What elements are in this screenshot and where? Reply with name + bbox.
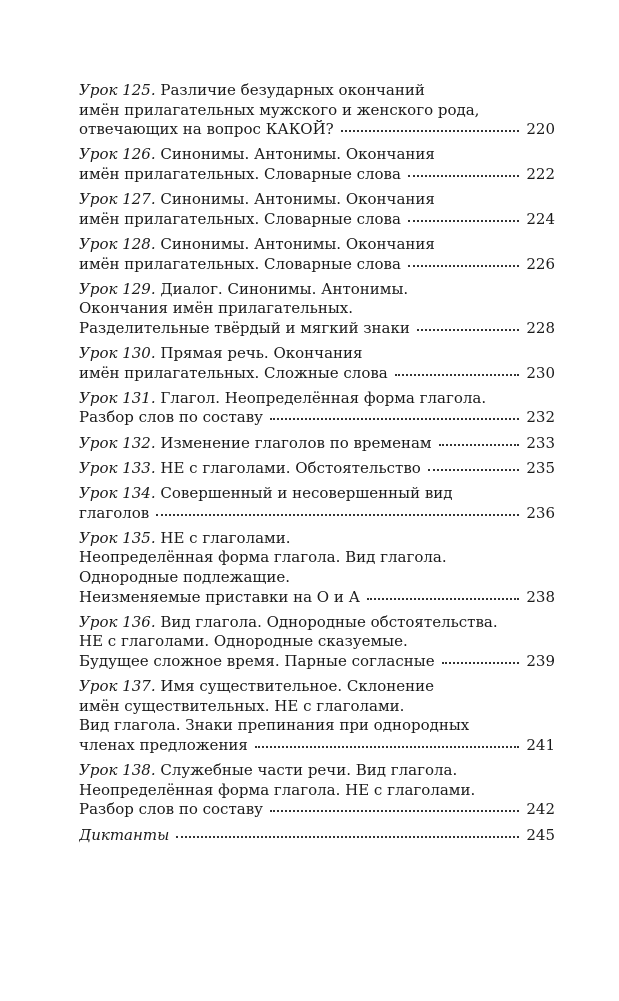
page-number: 224 xyxy=(526,209,555,228)
page-number: 228 xyxy=(526,318,555,337)
toc-entry-line xyxy=(79,568,555,588)
toc-entry-line xyxy=(79,280,555,300)
toc-entry-line xyxy=(79,81,555,101)
toc-entry[interactable] xyxy=(79,529,555,607)
dot-leader xyxy=(428,469,520,471)
lesson-title: Прямая речь. Окончания xyxy=(155,344,363,363)
toc-entry[interactable] xyxy=(79,235,555,274)
dot-leader xyxy=(255,746,519,748)
dot-leader xyxy=(408,220,519,222)
dot-leader xyxy=(156,514,519,516)
toc-entry-last-line xyxy=(79,434,555,454)
lesson-title: имён прилагательных. Словарные слова xyxy=(79,254,401,273)
page-number: 233 xyxy=(526,433,555,452)
lesson-number: Урок 125. xyxy=(79,81,156,99)
toc-entry-last-line xyxy=(79,826,555,846)
page-number: 232 xyxy=(526,408,555,427)
toc-entry-line xyxy=(79,781,555,801)
lesson-title: Будущее сложное время. Парные согласные xyxy=(79,651,435,670)
dot-leader xyxy=(341,130,520,132)
lesson-title: Имя существительное. Склонение xyxy=(155,677,435,696)
toc-entry-last-line xyxy=(79,165,555,185)
lesson-number: Урок 138. xyxy=(79,761,156,780)
dot-leader xyxy=(442,662,520,664)
toc-entry[interactable] xyxy=(79,434,555,454)
toc-entry[interactable] xyxy=(79,81,555,140)
lesson-number: Урок 128. xyxy=(79,234,156,253)
lesson-title: Неопределённая форма глагола. НЕ с глаголами. xyxy=(79,780,476,799)
toc-entry-last-line xyxy=(79,736,555,756)
lesson-title: Разбор слов по составу xyxy=(79,800,263,819)
toc-entry-line xyxy=(79,548,555,568)
lesson-title: Различие безударных окончаний xyxy=(155,81,425,99)
lesson-title: Неизменяемые приставки на О и А xyxy=(79,587,360,606)
lesson-title: членах предложения xyxy=(79,735,248,754)
toc-entry[interactable] xyxy=(79,280,555,339)
lesson-title: имён прилагательных. Словарные слова xyxy=(79,164,401,183)
lesson-title: имён прилагательных. Словарные слова xyxy=(79,209,401,228)
toc-entry-last-line xyxy=(79,210,555,230)
toc-entry-last-line xyxy=(79,255,555,275)
lesson-title: Неопределённая форма глагола. Вид глагола. xyxy=(79,548,447,567)
lesson-number: Урок 132. xyxy=(79,433,156,452)
dot-leader xyxy=(417,329,520,331)
lesson-title: имён прилагательных. Сложные слова xyxy=(79,363,388,382)
toc-entry[interactable] xyxy=(79,761,555,820)
toc-entry[interactable] xyxy=(79,613,555,672)
page-number: 226 xyxy=(526,254,555,273)
lesson-number: Диктанты xyxy=(79,825,170,844)
lesson-number: Урок 130. xyxy=(79,344,156,363)
toc-entry-line xyxy=(79,529,555,549)
dot-leader xyxy=(408,265,519,267)
toc-entry[interactable] xyxy=(79,677,555,755)
lesson-title: Однородные подлежащие. xyxy=(79,568,291,586)
toc-entry-line xyxy=(79,677,555,697)
lesson-title: Синонимы. Антонимы. Окончания xyxy=(155,145,435,164)
toc-entry[interactable] xyxy=(79,389,555,428)
toc-entry-last-line xyxy=(79,120,555,140)
dot-leader xyxy=(367,598,519,600)
page-number: 238 xyxy=(526,587,555,606)
lesson-title: Совершенный и несовершенный вид xyxy=(155,484,453,503)
page-number: 220 xyxy=(526,120,555,139)
lesson-number: Урок 137. xyxy=(79,677,156,696)
toc-entry[interactable] xyxy=(79,344,555,383)
toc-entry-line xyxy=(79,613,555,633)
lesson-number: Урок 133. xyxy=(79,458,156,477)
lesson-title: Диалог. Синонимы. Антонимы. xyxy=(155,279,409,298)
toc-entry-line xyxy=(79,344,555,364)
lesson-title: НЕ с глаголами. xyxy=(155,528,291,547)
toc-entry[interactable] xyxy=(79,826,555,846)
toc-entry[interactable] xyxy=(79,459,555,479)
lesson-number: Урок 129. xyxy=(79,279,156,298)
toc-entry-line xyxy=(79,235,555,255)
page-number: 222 xyxy=(526,164,555,183)
table-of-contents xyxy=(79,81,555,851)
toc-entry-line xyxy=(79,484,555,504)
page-number: 236 xyxy=(526,503,555,522)
toc-entry-line xyxy=(79,716,555,736)
toc-entry-last-line xyxy=(79,319,555,339)
lesson-number: Урок 126. xyxy=(79,145,156,164)
page-number: 242 xyxy=(526,800,555,819)
toc-entry[interactable] xyxy=(79,484,555,523)
toc-entry-line xyxy=(79,145,555,165)
toc-entry[interactable] xyxy=(79,145,555,184)
lesson-title: Разбор слов по составу xyxy=(79,408,263,427)
toc-entry-last-line xyxy=(79,504,555,524)
lesson-title: Синонимы. Антонимы. Окончания xyxy=(155,190,435,209)
lesson-title: Глагол. Неопределённая форма глагола. xyxy=(155,388,487,407)
lesson-title: отвечающих на вопрос КАКОЙ? xyxy=(79,120,334,139)
page-number: 239 xyxy=(526,651,555,670)
dot-leader xyxy=(270,418,519,420)
lesson-title: Окончания имён прилагательных. xyxy=(79,299,353,318)
toc-entry-line xyxy=(79,761,555,781)
lesson-title: Вид глагола. Однородные обстоятельства. xyxy=(155,612,498,631)
lesson-title: Служебные части речи. Вид глагола. xyxy=(155,761,458,780)
lesson-title: НЕ с глаголами. Обстоятельство xyxy=(155,458,421,477)
lesson-title: имён прилагательных мужского и женского рода, xyxy=(79,100,480,119)
lesson-title: глаголов xyxy=(79,503,150,522)
lesson-number: Урок 136. xyxy=(79,612,156,631)
toc-entry-line xyxy=(79,632,555,652)
lesson-title: Синонимы. Антонимы. Окончания xyxy=(155,234,435,253)
page-number: 245 xyxy=(526,825,555,844)
lesson-number: Урок 135. xyxy=(79,528,156,547)
lesson-title: Вид глагола. Знаки препинания при однородных xyxy=(79,716,470,735)
toc-entry-line xyxy=(79,190,555,210)
toc-entry-last-line xyxy=(79,459,555,479)
dot-leader xyxy=(395,374,520,376)
toc-entry-last-line xyxy=(79,364,555,384)
page-number: 230 xyxy=(526,363,555,382)
toc-entry-last-line xyxy=(79,800,555,820)
toc-entry-last-line xyxy=(79,408,555,428)
lesson-title: Разделительные твёрдый и мягкий знаки xyxy=(79,318,410,337)
dot-leader xyxy=(270,810,519,812)
toc-entry-last-line xyxy=(79,652,555,672)
toc-entry-line xyxy=(79,697,555,717)
lesson-number: Урок 127. xyxy=(79,190,156,209)
toc-entry[interactable] xyxy=(79,190,555,229)
page-number: 235 xyxy=(526,458,555,477)
lesson-title: НЕ с глаголами. Однородные сказуемые. xyxy=(79,632,408,651)
lesson-number: Урок 134. xyxy=(79,484,156,503)
dot-leader xyxy=(439,444,520,446)
toc-entry-line xyxy=(79,101,555,121)
lesson-title: имён существительных. НЕ с глаголами. xyxy=(79,696,405,715)
dot-leader xyxy=(176,836,519,838)
page-number: 241 xyxy=(526,735,555,754)
lesson-title: Изменение глаголов по временам xyxy=(155,433,432,452)
toc-entry-line xyxy=(79,389,555,409)
toc-entry-line xyxy=(79,299,555,319)
toc-entry-last-line xyxy=(79,588,555,608)
dot-leader xyxy=(408,175,519,177)
lesson-number: Урок 131. xyxy=(79,388,156,407)
